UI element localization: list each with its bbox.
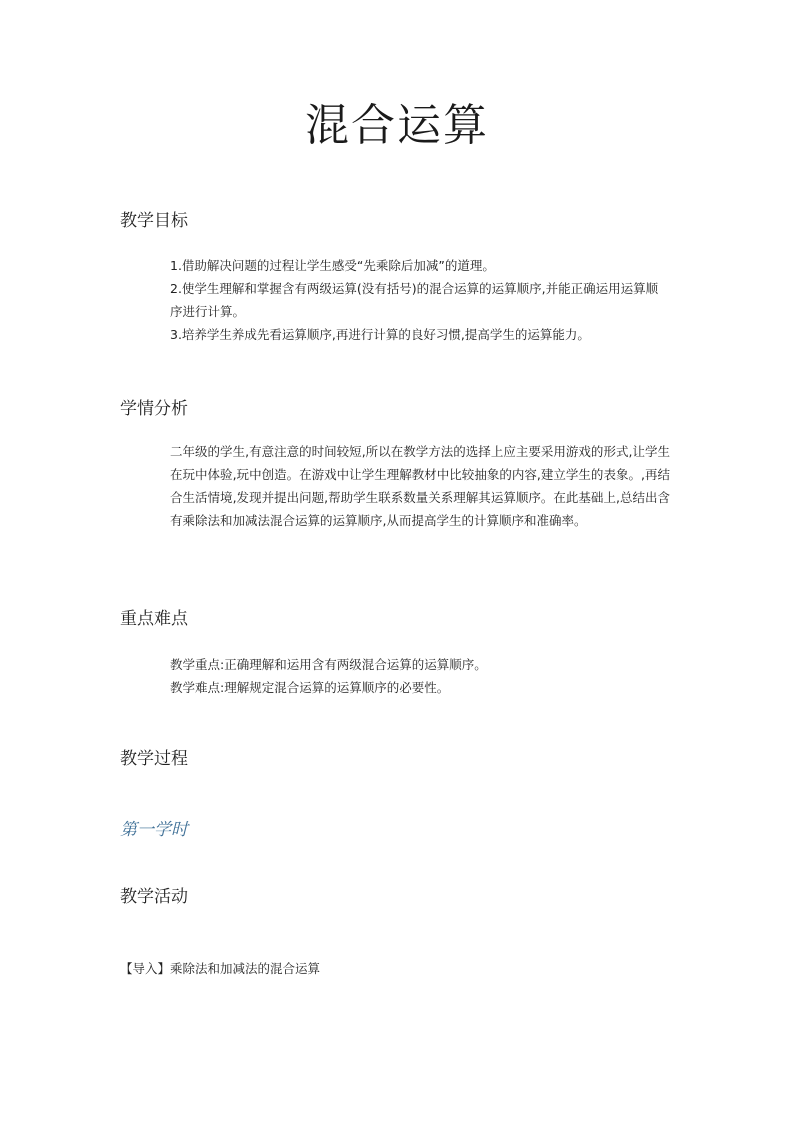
- keypoint-item: 教学重点:正确理解和运用含有两级混合运算的运算顺序。: [170, 657, 487, 672]
- section-heading-analysis: 学情分析: [120, 399, 188, 419]
- keypoints-list: [170, 653, 670, 699]
- goal-item: 3.培养学生养成先看运算顺序,再进行计算的良好习惯,提高学生的运算能力。: [170, 327, 590, 342]
- section-heading-process: 教学过程: [120, 749, 188, 769]
- lesson-subheading: 第一学时: [120, 820, 188, 840]
- goal-item: 1.借助解决问题的过程让学生感受“先乘除后加减”的道理。: [170, 258, 495, 273]
- section-heading-keypoints: 重点难点: [120, 609, 188, 629]
- goals-list: [170, 254, 670, 346]
- goal-item: 2.使学生理解和掌握含有两级运算(没有括号)的混合运算的运算顺序,并能正确运用运算顺序进行计算。: [170, 281, 659, 319]
- analysis-paragraph: 二年级的学生,有意注意的时间较短,所以在教学方法的选择上应主要采用游戏的形式,让学生在玩中体验,玩中创造。在游戏中让学生理解教材中比较抽象的内容,建立学生的表象。,再结合生活情境,发现并提出问题,帮助学生联系数量关系理解其运算顺序。在此基础上,总结出含有乘除法和加减法混合运算的运算顺序,从而提高学生的计算顺序和准确率。: [170, 444, 670, 528]
- document-title: 混合运算: [305, 100, 489, 151]
- activity-intro: 【导入】乘除法和加减法的混合运算: [120, 961, 321, 976]
- section-heading-goals: 教学目标: [120, 211, 188, 231]
- keypoint-item: 教学难点:理解规定混合运算的运算顺序的必要性。: [170, 680, 450, 695]
- section-heading-activity: 教学活动: [120, 887, 188, 907]
